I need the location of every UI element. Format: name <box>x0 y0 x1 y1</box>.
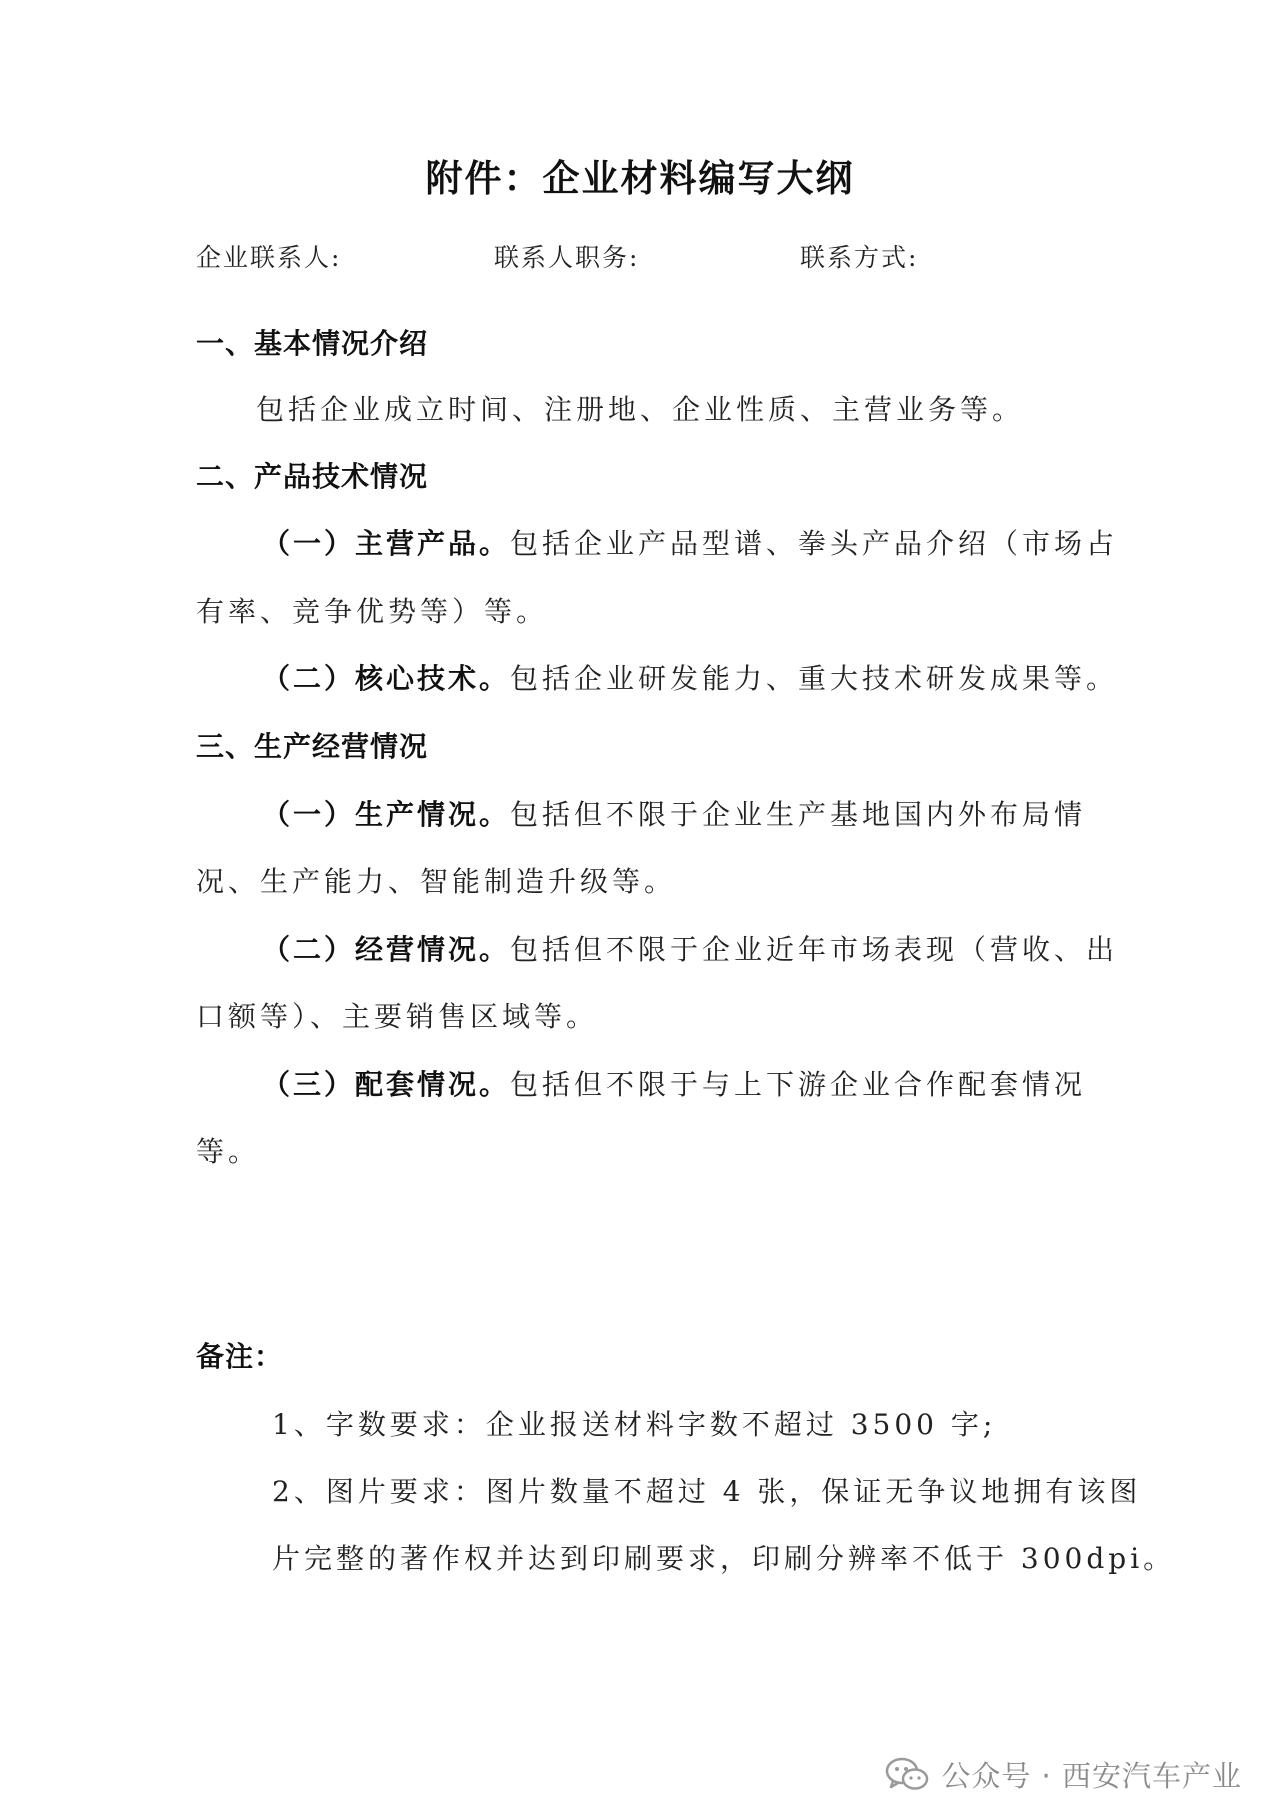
wechat-account-watermark <box>885 1754 1242 1795</box>
item-text-continued: 有率、竞争优势等）等。 <box>196 595 549 628</box>
paragraph-text: 包括企业成立时间、注册地、企业性质、主营业务等。 <box>256 393 1025 426</box>
section-heading: 二、产品技术情况 <box>196 460 429 493</box>
item-text: 包括但不限于与上下游企业合作配套情况 <box>510 1068 1087 1101</box>
list-item <box>262 1063 1086 1103</box>
note-item: 2、图片要求：图片数量不超过 4 张，保证无争议地拥有该图 <box>272 1475 1142 1508</box>
wechat-icon <box>885 1757 929 1793</box>
note-item-continued: 片完整的著作权并达到印刷要求，印刷分辨率不低于 300dpi。 <box>272 1542 1176 1575</box>
item-text: 包括企业产品型谱、拳头产品介绍（市场占 <box>510 527 1119 560</box>
list-item <box>262 928 1118 968</box>
notes-heading: 备注： <box>196 1340 284 1373</box>
item-text: 包括企业研发能力、重大技术研发成果等。 <box>510 662 1119 695</box>
contact-position-label: 联系人职务: <box>494 243 640 272</box>
contact-person-label: 企业联系人: <box>196 243 342 272</box>
item-label: （二）核心技术。 <box>262 662 511 695</box>
wechat-account-name: 公众号 · 西安汽车产业 <box>941 1759 1242 1793</box>
item-text-continued: 口额等）、主要销售区域等。 <box>196 1000 599 1033</box>
section-heading: 一、基本情况介绍 <box>196 327 429 360</box>
item-text-continued: 等。 <box>196 1135 261 1168</box>
list-item <box>262 657 1118 697</box>
list-item <box>262 522 1118 562</box>
contact-method-label: 联系方式: <box>800 243 919 272</box>
list-item <box>262 793 1086 833</box>
item-label: （二）经营情况。 <box>262 933 511 966</box>
item-text: 包括但不限于企业生产基地国内外布局情 <box>510 798 1087 831</box>
page-title: 附件：企业材料编写大纲 <box>425 157 855 200</box>
item-text-continued: 况、生产能力、智能制造升级等。 <box>196 865 677 898</box>
section-heading: 三、生产经营情况 <box>196 730 429 763</box>
item-label: （三）配套情况。 <box>262 1068 511 1101</box>
item-label: （一）主营产品。 <box>262 527 511 560</box>
item-text: 包括但不限于企业近年市场表现（营收、出 <box>510 933 1119 966</box>
item-label: （一）生产情况。 <box>262 798 511 831</box>
note-item: 1、字数要求：企业报送材料字数不超过 3500 字; <box>272 1408 997 1441</box>
